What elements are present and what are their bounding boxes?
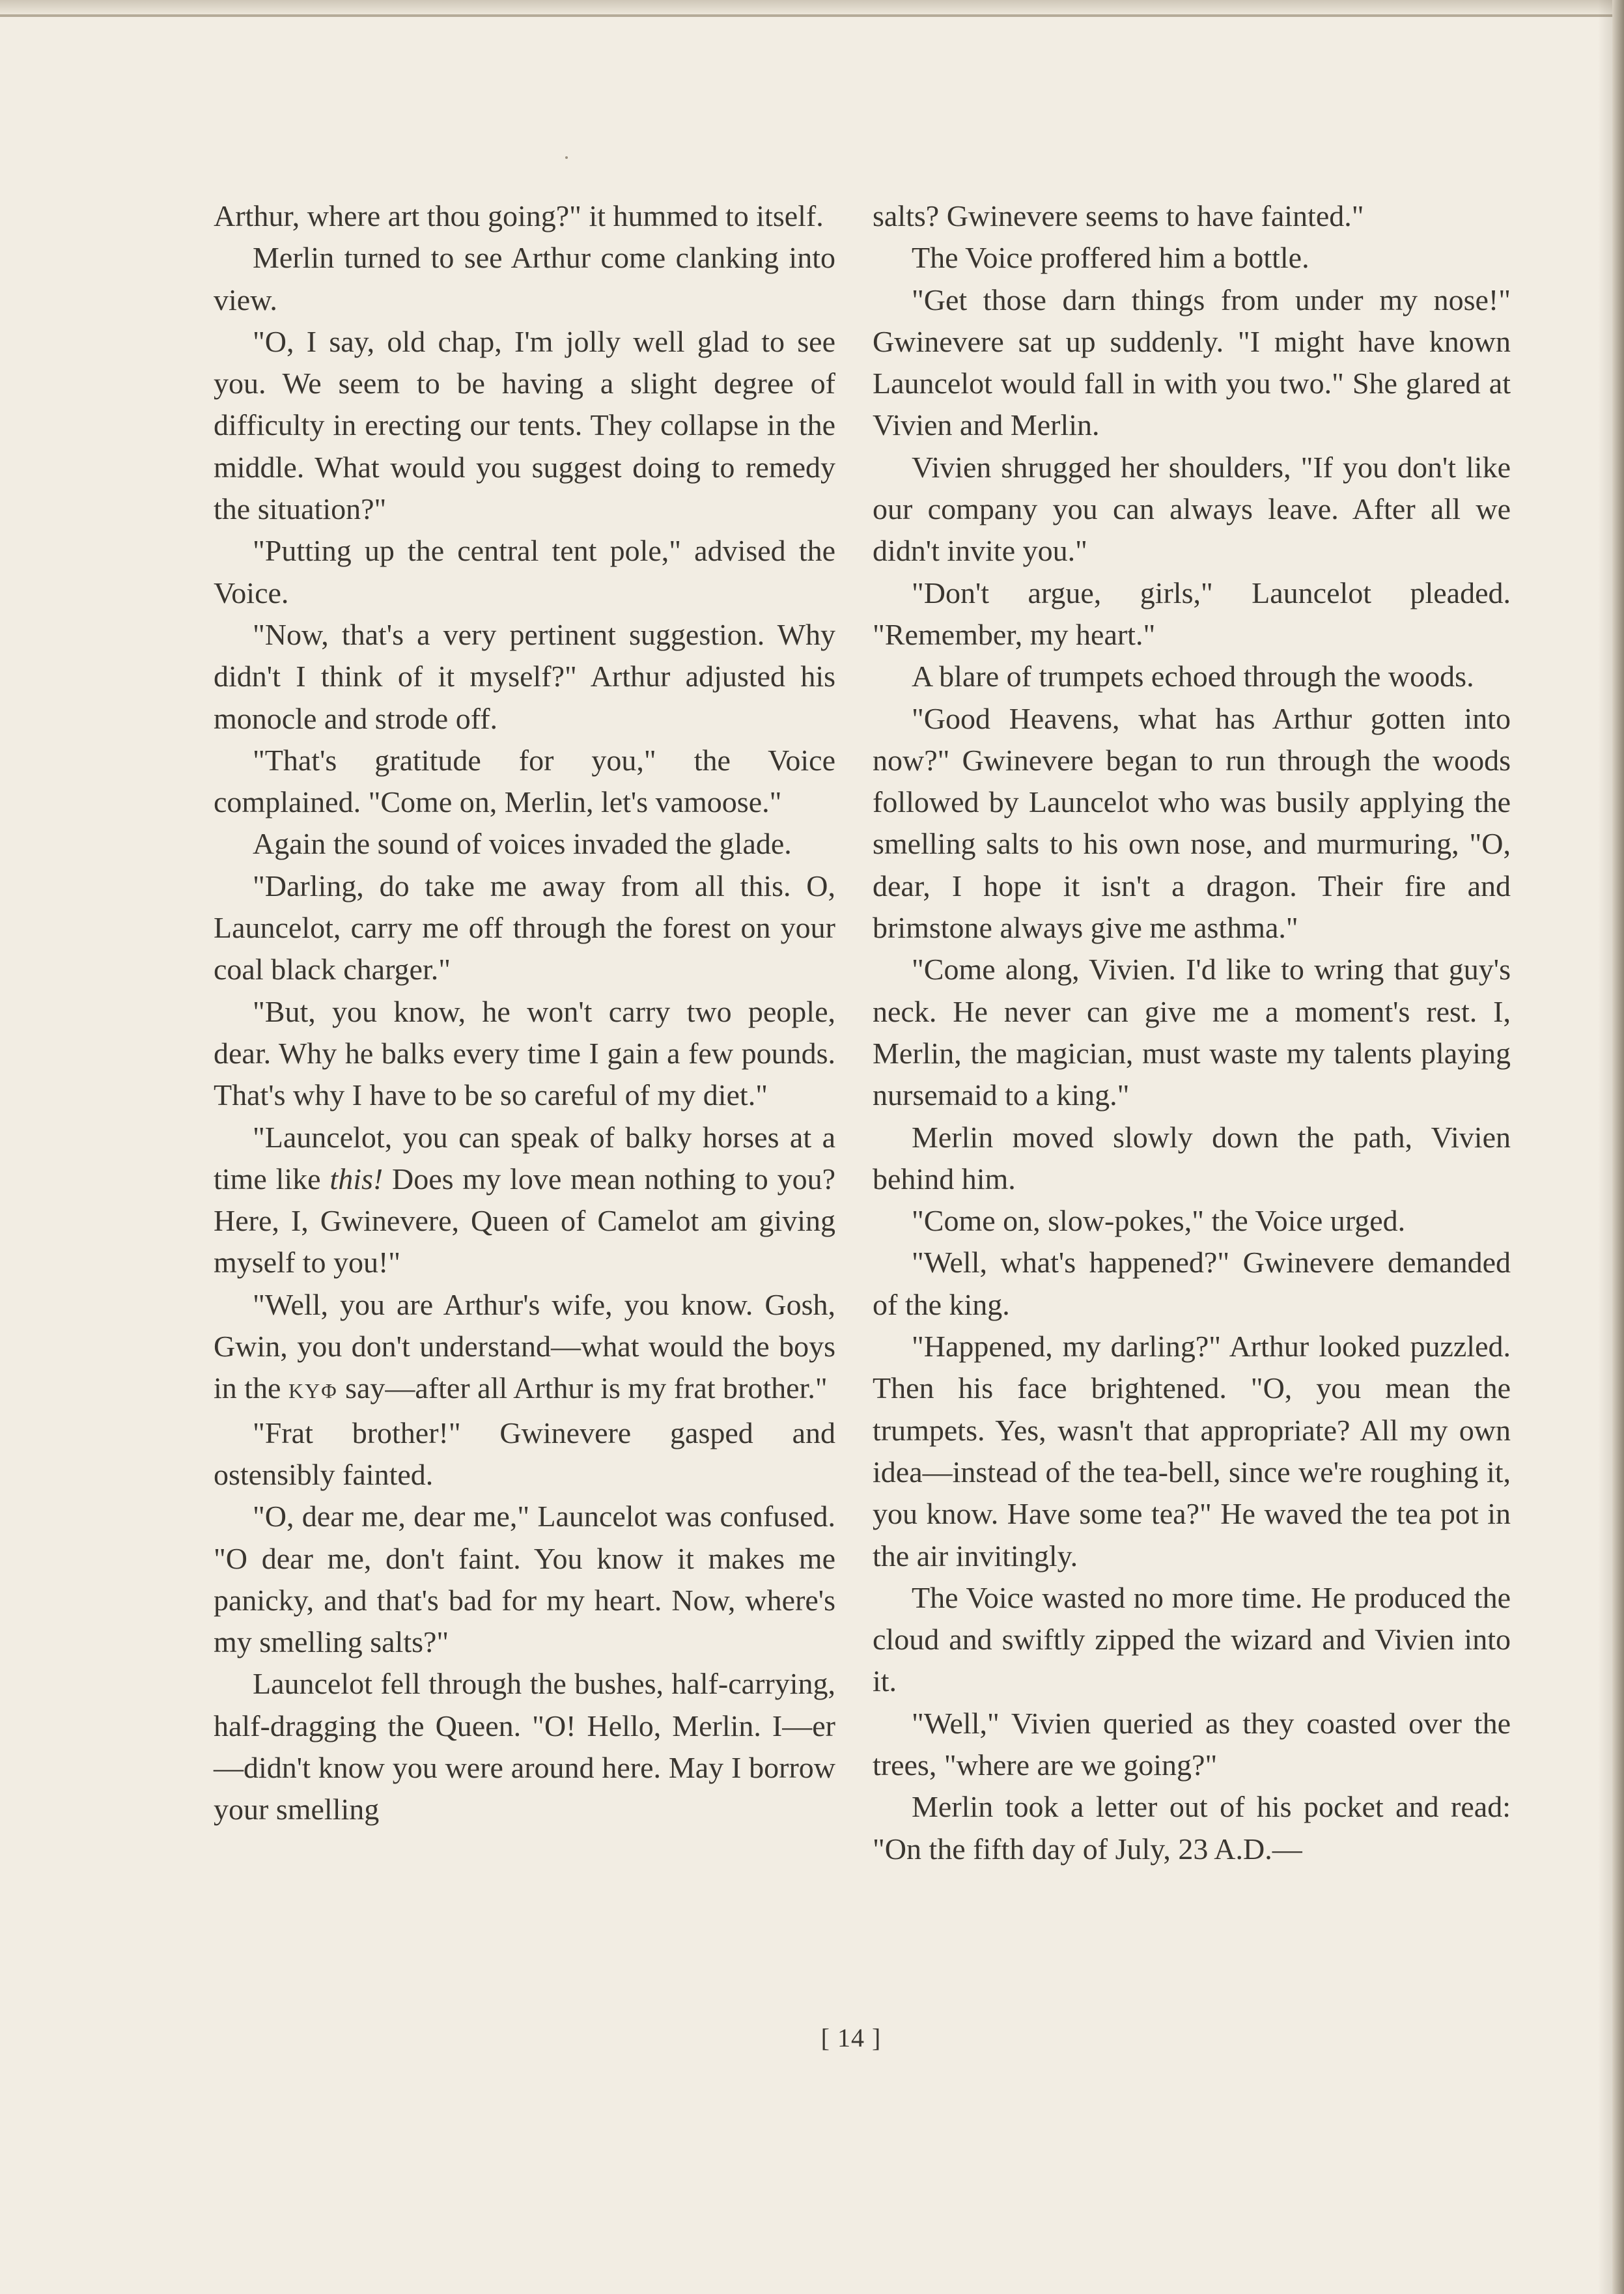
paragraph: "Don't argue, girls," Launcelot pleaded. "Remember, my heart." [873,576,1511,651]
paragraph: "Good Heavens, what has Arthur gotten into now?" Gwinevere began to run through the woods followed by Launcelot who was busily applying the smelling salts to his own nose, and murmuring, "O, dear, I hope it isn't a dragon. Their fire and brimstone always give me asthma." [873,701,1511,945]
paragraph: Merlin turned to see Arthur come clanking into view. [214,241,835,316]
paragraph: "Putting up the central tent pole," advised the Voice. [214,534,835,609]
paragraph [214,1117,835,1284]
paragraph: Launcelot fell through the bushes, half-carrying, half-dragging the Queen. "O! Hello, Merlin. I—er—didn't know you were around here. May I borrow your smelling [214,1667,835,1826]
scan-top-edge [0,0,1624,14]
fraternity-letters: KYΦ [288,1379,338,1403]
paragraph: "Darling, do take me away from all this. O, Launcelot, carry me off through the forest on your coal black charger." [214,869,835,986]
paragraph: Merlin moved slowly down the path, Vivien behind him. [873,1120,1511,1196]
paragraph: The Voice proffered him a bottle. [912,241,1309,275]
paragraph [214,1284,835,1412]
paper-speck [565,156,568,159]
paragraph: "Come along, Vivien. I'd like to wring that guy's neck. He never can give me a moment's rest. I, Merlin, the magician, must waste my talents playing nursemaid to a king." [873,953,1511,1112]
paragraph: A blare of trumpets echoed through the woods. [912,660,1474,693]
paragraph-text: "Launcelot, you can speak of balky horses at a time like [214,1120,835,1196]
right-text-column [873,195,1511,1870]
paragraph: "Frat brother!" Gwinevere gasped and ostensibly fainted. [214,1416,835,1491]
paragraph: "Come on, slow-pokes," the Voice urged. [912,1204,1406,1238]
paragraph-text: Does my love mean nothing to you? Here, I, Gwinevere, Queen of Camelot am giving myself to you!" [214,1162,835,1280]
paragraph: "O, dear me, dear me," Launcelot was confused. "O dear me, don't faint. You know it makes me panicky, and that's bad for my heart. Now, where's my smelling salts?" [214,1500,835,1659]
paragraph: "Well, what's happened?" Gwinevere demanded of the king. [873,1246,1511,1321]
paragraph: "That's gratitude for you," the Voice complained. "Come on, Merlin, let's vamoose." [214,743,835,819]
paragraph: The Voice wasted no more time. He produced the cloud and swiftly zipped the wizard and Vivien into it. [873,1580,1511,1698]
scan-right-edge [1612,0,1624,2294]
page-number: [ 14 ] [820,2023,882,2052]
paragraph: "Well," Vivien queried as they coasted over the trees, "where are we going?" [873,1706,1511,1782]
paragraph: Vivien shrugged her shoulders, "If you don't like our company you can always leave. After all we didn't invite you." [873,450,1511,568]
paragraph: "Happened, my darling?" Arthur looked puzzled. Then his face brightened. "O, you mean the trumpets. Yes, wasn't that appropriate? All my own idea—instead of the tea-bell, since we're roughing it, you know. Have some tea?" He waved the tea pot in the air invitingly. [873,1330,1511,1573]
paragraph: "O, I say, old chap, I'm jolly well glad to see you. We seem to be having a slight degree of difficulty in erecting our tents. They collapse in the middle. What would you suggest doing to remedy the situation?" [214,324,835,526]
paragraph: "Get those darn things from under my nose!" Gwinevere sat up suddenly. "I might have known Launcelot would fall in with you two." She glared at Vivien and Merlin. [873,283,1511,442]
paragraph-text: "Well, you are Arthur's wife, you know. Gosh, Gwin, you don't understand—what would the boys in the [214,1287,835,1405]
paragraph: Again the sound of voices invaded the glade. [253,827,792,861]
page-gutter-shadow [1598,0,1612,2294]
italic-emphasis: this! [329,1162,384,1196]
scan-top-rule [0,14,1624,17]
paragraph-text: say—after all Arthur is my frat brother." [337,1371,828,1405]
paragraph: Merlin took a letter out of his pocket and read: "On the fifth day of July, 23 A.D.— [873,1790,1511,1866]
left-text-column [214,195,835,1831]
paragraph: salts? Gwinevere seems to have fainted." [873,199,1364,232]
paragraph: Arthur, where art thou going?" it hummed to itself. [214,199,824,232]
paragraph: "But, you know, he won't carry two people, dear. Why he balks every time I gain a few pounds. That's why I have to be so careful of my diet." [214,994,835,1112]
paragraph: "Now, that's a very pertinent suggestion. Why didn't I think of it myself?" Arthur adjusted his monocle and strode off. [214,617,835,735]
